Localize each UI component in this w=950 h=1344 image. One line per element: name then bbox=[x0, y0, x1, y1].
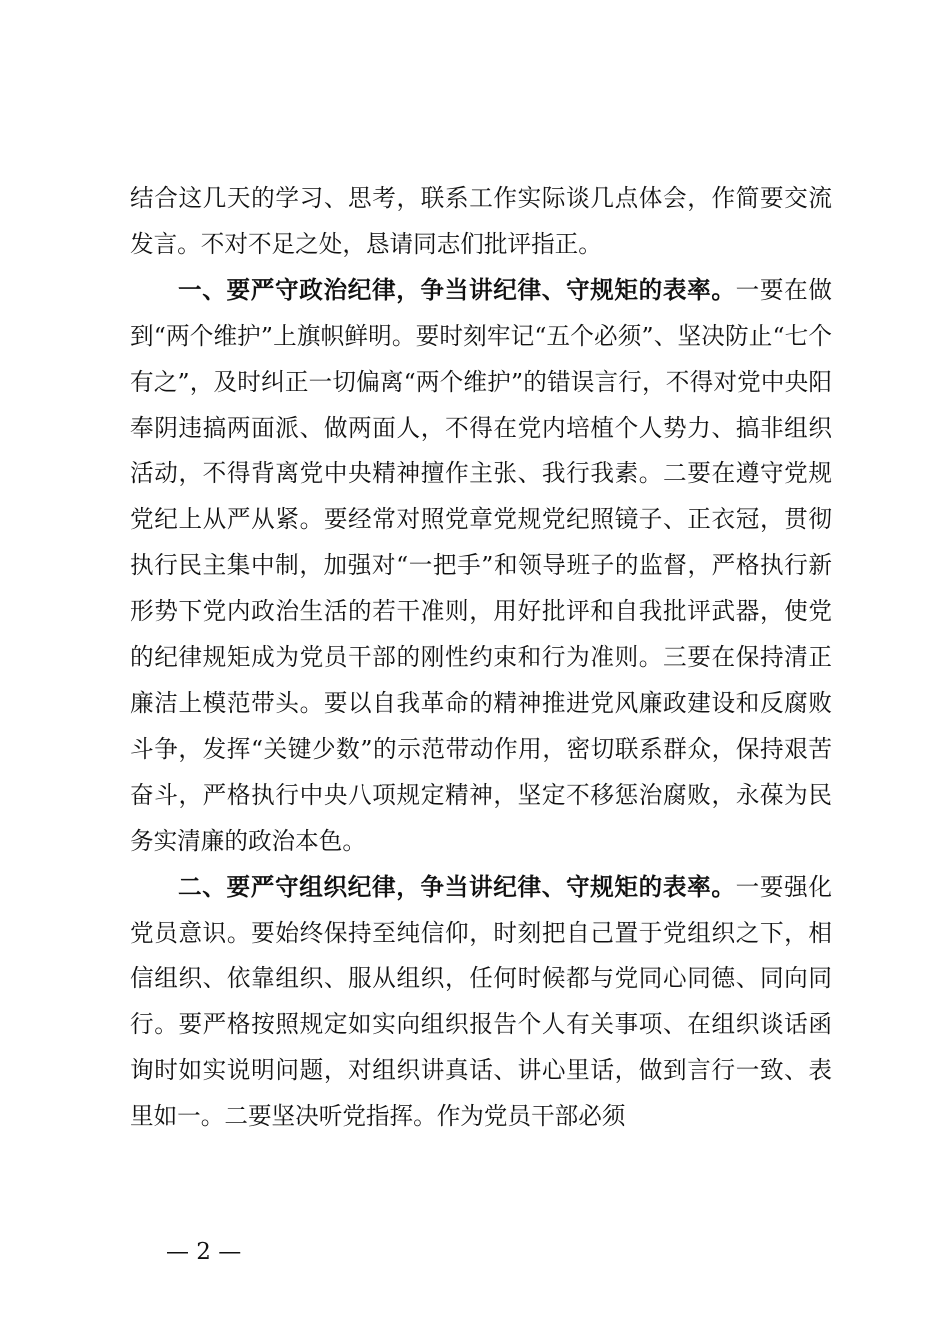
section-1-heading: 一、要严守政治纪律，争当讲纪律、守规矩的表率。 bbox=[178, 275, 736, 304]
paragraph-section-2 bbox=[130, 865, 832, 1140]
section-2-heading: 二、要严守组织纪律，争当讲纪律、守规矩的表率。 bbox=[178, 872, 736, 901]
section-1-text: 一要在做到“两个维护”上旗帜鲜明。要时刻牢记“五个必须”、坚决防止“七个有之”，及时纠正一切偏离“两个维护”的错误言行，不得对党中央阳奉阴违搞两面派、做两面人，不得在党内培植个人势力、搞非组织活动，不得背离党中央精神擅作主张、我行我素。二要在遵守党规党纪上从严从紧。要经常对照党章党规党纪照镜子、正衣冠，贯彻执行民主集中制，加强对“一把手”和领导班子的监督，严格执行新形势下党内政治生活的若干准则，用好批评和自我批评武器，使党的纪律规矩成为党员干部的刚性约束和行为准则。三要在保持清正廉洁上模范带头。要以自我革命的精神推进党风廉政建设和反腐败斗争，发挥“关键少数”的示范带动作用，密切联系群众，保持艰苦奋斗，严格执行中央八项规定精神，坚定不移惩治腐败，永葆为民务实清廉的政治本色。 bbox=[130, 275, 833, 855]
section-2-text: 一要强化党员意识。要始终保持至纯信仰，时刻把自己置于党组织之下，相信组织、依靠组织、服从组织，任何时候都与党同心同德、同向同行。要严格按照规定如实向组织报告个人有关事项、在组织谈话函询时如实说明问题，对组织讲真话、讲心里话，做到言行一致、表里如一。二要坚决听党指挥。作为党员干部必须 bbox=[130, 872, 833, 1131]
paragraph-intro bbox=[130, 176, 832, 268]
paragraph-intro-text: 结合这几天的学习、思考，联系工作实际谈几点体会，作简要交流发言。不对不足之处，恳请同志们批评指正。 bbox=[130, 184, 832, 258]
page-number: — 2 — bbox=[166, 1239, 242, 1265]
document-body bbox=[130, 176, 832, 1140]
paragraph-section-1 bbox=[130, 268, 832, 865]
